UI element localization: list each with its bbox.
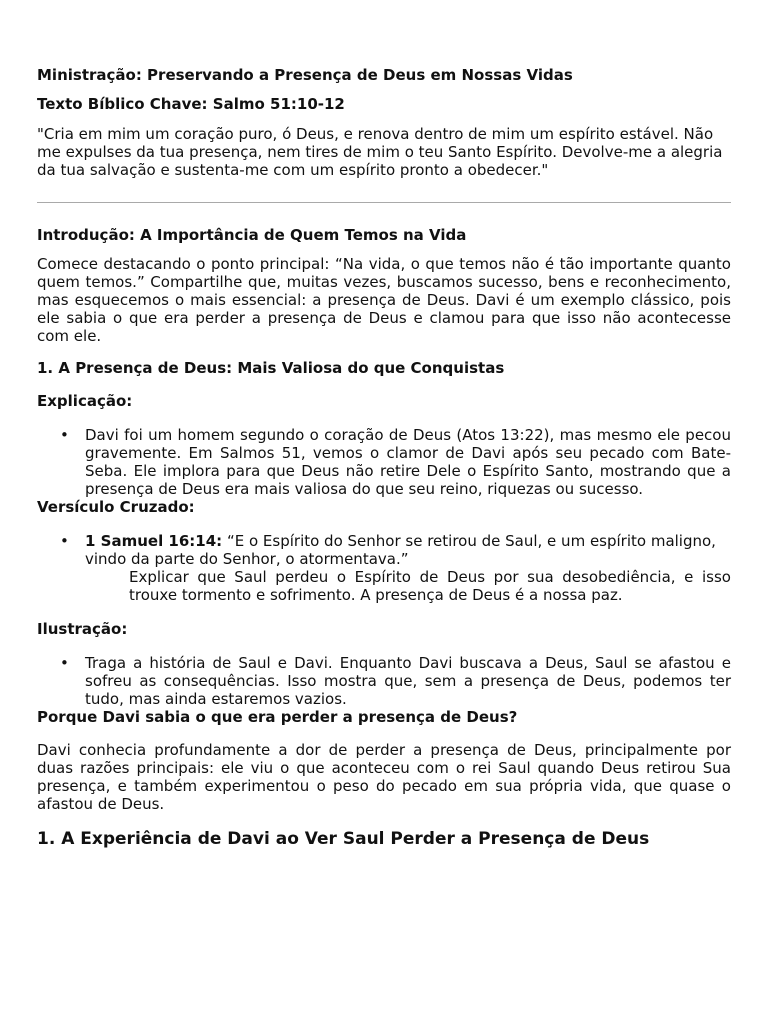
list-item bbox=[60, 426, 731, 498]
key-bible-text: Texto Bíblico Chave: Salmo 51:10-12 bbox=[37, 95, 345, 113]
bullet-icon: • bbox=[60, 654, 69, 672]
cross-reference-citation: 1 Samuel 16:14: bbox=[85, 532, 223, 550]
explanation-item-text: Davi foi um homem segundo o coração de Deus (Atos 13:22), mas mesmo ele pecou gravemente. Em Salmos 51, vemos o clamor de Davi após seu pecado com Bate-Seba. Ele implora para que Deus não retire Dele o Espírito Santo, mostrando que a presença de Deus era mais valiosa do que seu reino, riquezas ou sucesso. bbox=[85, 426, 731, 498]
cross-reference-list bbox=[37, 532, 731, 568]
question-answer-paragraph: Davi conhecia profundamente a dor de perder a presença de Deus, principalmente por duas razões principais: ele viu o que aconteceu com o rei Saul quando Deus retirou Sua presença, e também experimentou o peso do pecado em sua própria vida, que quase o afastou de Deus. bbox=[37, 741, 731, 813]
intro-heading: Introdução: A Importância de Quem Temos na Vida bbox=[37, 226, 467, 244]
document-title: Ministração: Preservando a Presença de Deus em Nossas Vidas bbox=[37, 66, 573, 84]
list-item bbox=[60, 654, 731, 708]
explanation-list bbox=[37, 426, 731, 498]
list-item bbox=[60, 532, 731, 568]
section-1-heading: 1. A Presença de Deus: Mais Valiosa do que Conquistas bbox=[37, 359, 505, 377]
bible-quote: "Cria em mim um coração puro, ó Deus, e renova dentro de mim um espírito estável. Não me expulses da tua presença, nem tires de mim o teu Santo Espírito. Devolve-me a alegria da tua salvação e sustenta-me com um espírito pronto a obedecer." bbox=[37, 125, 723, 179]
intro-paragraph: Comece destacando o ponto principal: “Na vida, o que temos não é tão importante quanto quem temos.” Compartilhe que, muitas vezes, buscamos sucesso, bens e reconhecimento, mas esquecemos o mais essencial: a presença de Deus. Davi é um exemplo clássico, pois ele sabia o que era perder a presença de Deus e clamou para que isso não acontecesse com ele. bbox=[37, 255, 731, 345]
cross-reference-label: Versículo Cruzado: bbox=[37, 498, 195, 516]
cross-reference-explanation: Explicar que Saul perdeu o Espírito de Deus por sua desobediência, e isso trouxe tormento e sofrimento. A presença de Deus é a nossa paz. bbox=[129, 568, 731, 604]
illustration-list bbox=[37, 654, 731, 708]
cross-reference-text: “E o Espírito do Senhor se retirou de Saul, e um espírito maligno, vindo da parte do Senhor, o atormentava.” bbox=[85, 532, 716, 568]
bullet-icon: • bbox=[60, 426, 69, 444]
illustration-label: Ilustração: bbox=[37, 620, 128, 638]
explanation-label: Explicação: bbox=[37, 392, 133, 410]
question-heading: Porque Davi sabia o que era perder a presença de Deus? bbox=[37, 708, 518, 726]
illustration-item-text: Traga a história de Saul e Davi. Enquanto Davi buscava a Deus, Saul se afastou e sofreu as consequências. Isso mostra que, sem a presença de Deus, podemos ter tudo, mas ainda estaremos vazios. bbox=[85, 654, 731, 708]
next-section-heading: 1. A Experiência de Davi ao Ver Saul Perder a Presença de Deus bbox=[37, 829, 650, 849]
bullet-icon: • bbox=[60, 532, 69, 550]
horizontal-divider bbox=[37, 202, 731, 203]
